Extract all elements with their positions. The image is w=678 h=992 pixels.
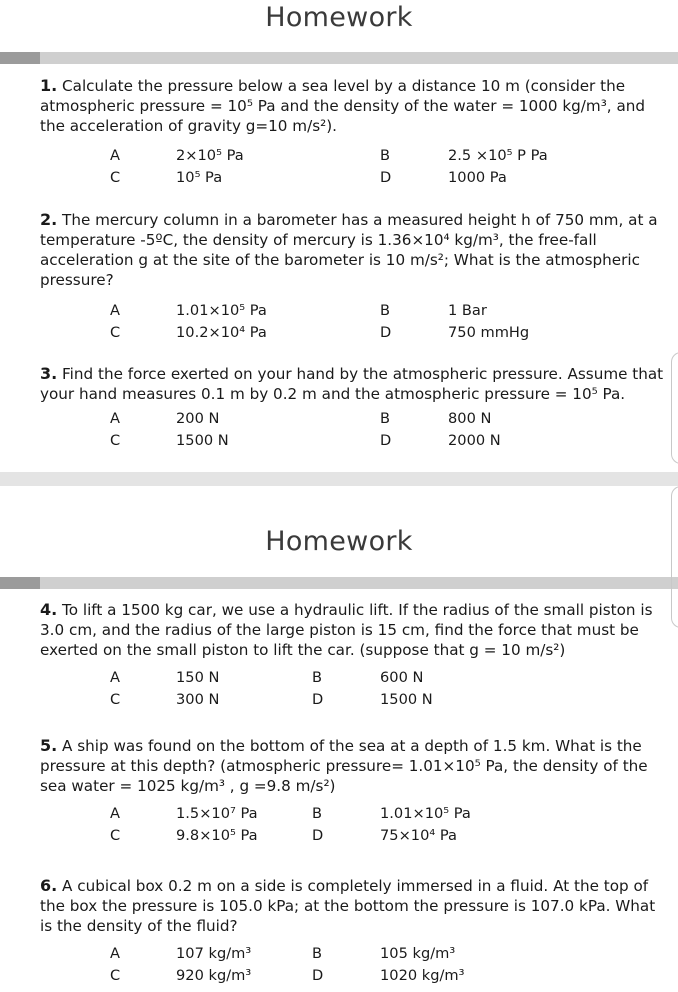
- option-b[interactable]: 600 N: [380, 669, 424, 686]
- homework-slide-1: [0, 0, 678, 472]
- option-letter: C: [110, 324, 121, 341]
- option-letter: A: [110, 410, 120, 427]
- option-d[interactable]: 1500 N: [380, 691, 433, 708]
- option-letter: B: [380, 410, 391, 427]
- title-divider: [40, 52, 678, 64]
- option-a[interactable]: 1.5×10⁷ Pa: [176, 805, 258, 822]
- question-text: Calculate the pressure below a sea level by a distance 10 m (consider the atmospheric pressure = 10⁵ Pa and the density of the water = 1000 kg/m³, and the acceleration of gravity g=10 m/s²).: [40, 77, 646, 135]
- option-letter: B: [312, 805, 323, 822]
- option-letter: D: [380, 432, 392, 449]
- edge-decoration: [671, 486, 678, 628]
- option-b[interactable]: 105 kg/m³: [380, 945, 456, 962]
- question-number: 3.: [40, 364, 58, 383]
- slide-title: Homework: [265, 526, 413, 557]
- option-letter: C: [110, 967, 121, 984]
- option-d[interactable]: 1020 kg/m³: [380, 967, 465, 984]
- question-number: 5.: [40, 736, 58, 755]
- option-c[interactable]: 10⁵ Pa: [176, 169, 223, 186]
- option-c[interactable]: 10.2×10⁴ Pa: [176, 324, 267, 341]
- title-divider: [40, 577, 678, 589]
- option-letter: C: [110, 432, 121, 449]
- option-b[interactable]: 2.5 ×10⁵ P Pa: [448, 147, 548, 164]
- option-b[interactable]: 1.01×10⁵ Pa: [380, 805, 471, 822]
- option-a[interactable]: 200 N: [176, 410, 220, 427]
- option-c[interactable]: 9.8×10⁵ Pa: [176, 827, 258, 844]
- option-d[interactable]: 1000 Pa: [448, 169, 507, 186]
- option-letter: C: [110, 169, 121, 186]
- homework-slide-2: [0, 486, 678, 992]
- option-letter: D: [380, 324, 392, 341]
- question-text: A ship was found on the bottom of the sea at a depth of 1.5 km. What is the pressure at this depth? (atmospheric pressure= 1.01×10⁵ Pa, the density of the sea water = 1025 kg/m³ , g =9.8 m/s²): [40, 737, 648, 795]
- option-letter: A: [110, 147, 120, 164]
- answer-options-6: [40, 943, 640, 987]
- option-c[interactable]: 920 kg/m³: [176, 967, 252, 984]
- title-divider-accent: [0, 52, 40, 64]
- option-letter: B: [312, 945, 323, 962]
- edge-decoration: [671, 352, 678, 464]
- question-text: Find the force exerted on your hand by the atmospheric pressure. Assume that your hand measures 0.1 m by 0.2 m and the atmospheric pressure = 10⁵ Pa.: [40, 365, 664, 403]
- option-letter: A: [110, 945, 120, 962]
- answer-options-2: [40, 300, 640, 344]
- answer-options-5: [40, 803, 640, 847]
- question-1: [40, 76, 670, 136]
- question-number: 4.: [40, 600, 58, 619]
- option-letter: D: [312, 967, 324, 984]
- question-number: 2.: [40, 210, 58, 229]
- option-a[interactable]: 150 N: [176, 669, 220, 686]
- slide-separator: [0, 472, 678, 486]
- question-number: 6.: [40, 876, 58, 895]
- answer-options-3: [40, 408, 640, 452]
- answer-options-1: [40, 145, 640, 189]
- option-letter: A: [110, 669, 120, 686]
- option-letter: D: [312, 691, 324, 708]
- option-c[interactable]: 1500 N: [176, 432, 229, 449]
- question-text: The mercury column in a barometer has a measured height h of 750 mm, at a temperature -5ºC, the density of mercury is 1.36×10⁴ kg/m³, the free-fall acceleration g at the site of the barometer is 10 m/s²; What is the atmospheric pressure?: [40, 211, 658, 289]
- title-divider-accent: [0, 577, 40, 589]
- question-5: [40, 736, 670, 796]
- option-letter: A: [110, 302, 120, 319]
- option-letter: B: [380, 147, 391, 164]
- option-d[interactable]: 750 mmHg: [448, 324, 530, 341]
- question-text: A cubical box 0.2 m on a side is completely immersed in a fluid. At the top of the box the pressure is 105.0 kPa; at the bottom the pressure is 107.0 kPa. What is the density of the fluid?: [40, 877, 656, 935]
- option-letter: D: [380, 169, 392, 186]
- question-3: [40, 364, 670, 404]
- question-number: 1.: [40, 76, 58, 95]
- option-letter: D: [312, 827, 324, 844]
- option-c[interactable]: 300 N: [176, 691, 220, 708]
- slide-title: Homework: [265, 2, 413, 33]
- question-6: [40, 876, 670, 936]
- option-letter: C: [110, 827, 121, 844]
- option-d[interactable]: 75×10⁴ Pa: [380, 827, 457, 844]
- option-a[interactable]: 1.01×10⁵ Pa: [176, 302, 267, 319]
- option-letter: B: [312, 669, 323, 686]
- option-a[interactable]: 2×10⁵ Pa: [176, 147, 244, 164]
- option-b[interactable]: 800 N: [448, 410, 492, 427]
- option-letter: A: [110, 805, 120, 822]
- answer-options-4: [40, 667, 640, 711]
- option-d[interactable]: 2000 N: [448, 432, 501, 449]
- question-4: [40, 600, 670, 660]
- option-letter: C: [110, 691, 121, 708]
- option-a[interactable]: 107 kg/m³: [176, 945, 252, 962]
- question-2: [40, 210, 670, 290]
- option-b[interactable]: 1 Bar: [448, 302, 487, 319]
- option-letter: B: [380, 302, 391, 319]
- question-text: To lift a 1500 kg car, we use a hydraulic lift. If the radius of the small piston is 3.0 cm, and the radius of the large piston is 15 cm, find the force that must be exerted on the small piston to lift the car. (suppose that g = 10 m/s²): [40, 601, 653, 659]
